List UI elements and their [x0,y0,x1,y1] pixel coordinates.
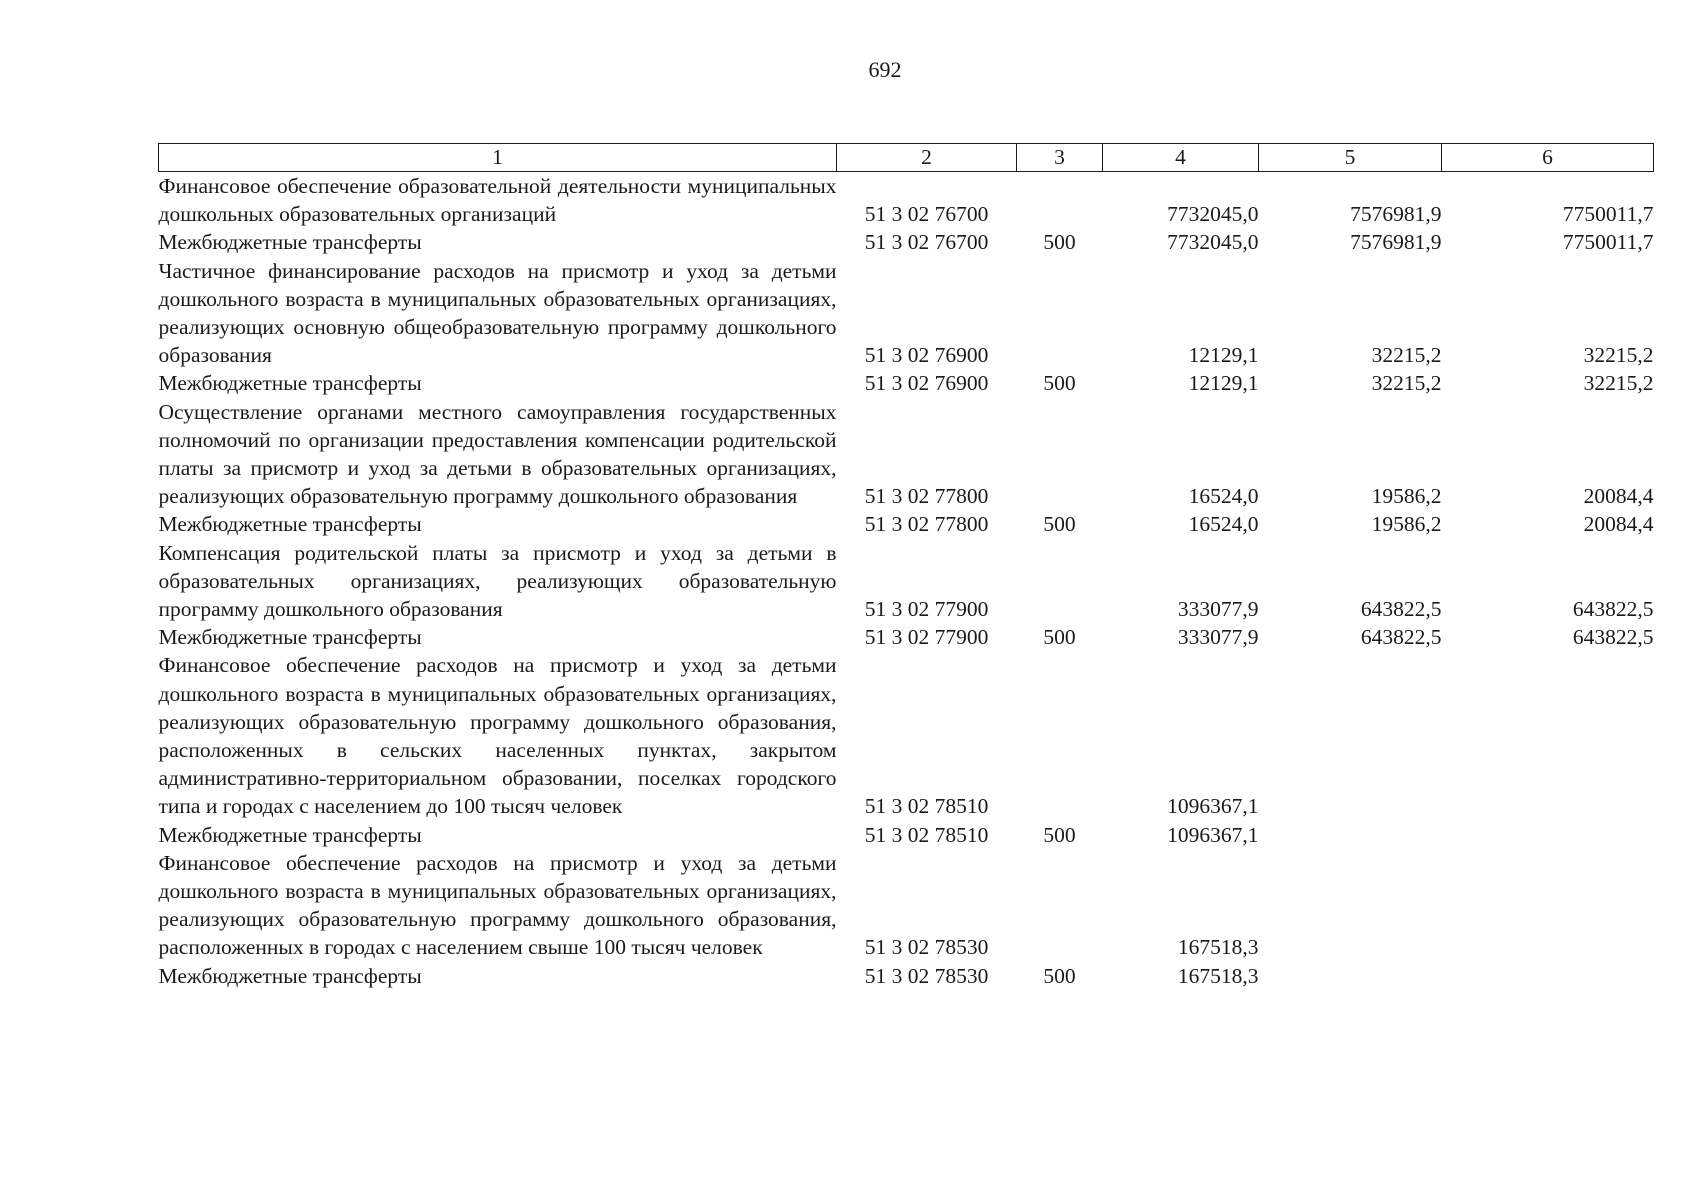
row-name: Частичное финансирование расходов на присмотр и уход за детьми дошкольного возраста в муниципальных образовательных организациях, реализующих основную общеобразовательную программу дошкольного образования [158,258,837,368]
row-code: 51 3 02 76700 [864,202,989,227]
row-value-col5: 19586,2 [1371,512,1442,537]
table-row [159,623,1654,651]
row-value-col4: 1096367,1 [1167,822,1259,847]
row-expense-type [1017,257,1103,370]
row-code: 51 3 02 77800 [864,512,989,537]
row-value-col6 [1442,821,1654,849]
table-header [159,144,1654,172]
header-col-4: 4 [1103,144,1259,172]
row-value-col4: 167518,3 [1177,935,1259,960]
row-name: Межбюджетные трансферты [158,512,422,537]
row-name: Межбюджетные трансферты [158,822,422,847]
row-code: 51 3 02 76900 [864,343,989,368]
row-value-col6: 32215,2 [1583,371,1654,396]
row-value-col4: 333077,9 [1177,625,1259,650]
row-value-col6 [1442,651,1654,820]
row-value-col6 [1442,962,1654,990]
table-row [159,849,1654,962]
header-col-2: 2 [837,144,1017,172]
row-value-col5: 32215,2 [1371,371,1442,396]
row-name: Межбюджетные трансферты [158,625,422,650]
row-code: 51 3 02 78530 [864,963,989,988]
row-name: Осуществление органами местного самоуправления государственных полномочий по организации предоставления компенсации родительской платы за присмотр и уход за детьми в образовательных организациях, реализующих образовательную программу дошкольного образования [158,399,837,509]
row-value-col4: 12129,1 [1188,371,1259,396]
table-row [159,172,1654,229]
row-name: Межбюджетные трансферты [158,230,422,255]
table-row [159,821,1654,849]
row-name: Финансовое обеспечение образовательной деятельности муниципальных дошкольных образовательных организаций [158,174,837,227]
row-value-col6: 20084,4 [1583,512,1654,537]
row-expense-type: 500 [1043,822,1076,847]
row-value-col6: 32215,2 [1583,343,1654,368]
row-value-col5: 643822,5 [1360,597,1442,622]
header-col-1: 1 [159,144,837,172]
table-row [159,510,1654,538]
row-code: 51 3 02 77800 [864,484,989,509]
row-value-col5: 643822,5 [1360,625,1442,650]
row-value-col4: 12129,1 [1188,343,1259,368]
row-value-col6 [1442,849,1654,962]
row-value-col5 [1259,849,1442,962]
row-value-col5: 32215,2 [1371,343,1442,368]
header-col-6: 6 [1442,144,1654,172]
table-row [159,228,1654,256]
row-value-col6: 643822,5 [1572,625,1654,650]
row-name: Финансовое обеспечение расходов на присмотр и уход за детьми дошкольного возраста в муниципальных образовательных организациях, реализующих образовательную программу дошкольного образования, расположенных в сельских населенных пунктах, закрытом административно-территориальном образовании, поселках городского типа и городах с населением до 100 тысяч человек [158,653,837,819]
table-row [159,651,1654,820]
row-code: 51 3 02 78510 [864,822,989,847]
table-row [159,962,1654,990]
row-expense-type: 500 [1043,625,1076,650]
row-name: Финансовое обеспечение расходов на присмотр и уход за детьми дошкольного возраста в муниципальных образовательных организациях, реализующих образовательную программу дошкольного образования, расположенных в городах с населением свыше 100 тысяч человек [158,850,837,960]
row-name: Межбюджетные трансферты [158,371,422,396]
row-name: Компенсация родительской платы за присмотр и уход за детьми в образовательных организациях, реализующих образовательную программу дошкольного образования [158,540,837,622]
row-value-col4: 16524,0 [1188,512,1259,537]
row-expense-type: 500 [1043,512,1076,537]
row-value-col5 [1259,821,1442,849]
row-code: 51 3 02 76700 [864,230,989,255]
row-value-col5: 7576981,9 [1350,230,1442,255]
row-code: 51 3 02 78530 [864,935,989,960]
row-value-col5 [1259,651,1442,820]
table-row [159,257,1654,370]
row-code: 51 3 02 78510 [864,794,989,819]
row-expense-type: 500 [1043,963,1076,988]
row-value-col6: 20084,4 [1583,484,1654,509]
row-value-col4: 1096367,1 [1167,794,1259,819]
row-value-col5 [1259,962,1442,990]
row-expense-type: 500 [1043,371,1076,396]
header-col-3: 3 [1017,144,1103,172]
row-value-col4: 16524,0 [1188,484,1259,509]
row-expense-type [1017,172,1103,229]
row-code: 51 3 02 76900 [864,371,989,396]
table-row [159,369,1654,397]
row-expense-type [1017,849,1103,962]
row-value-col6: 7750011,7 [1562,230,1654,255]
row-expense-type: 500 [1043,230,1076,255]
table-row [159,539,1654,624]
row-name: Межбюджетные трансферты [158,963,422,988]
table-row [159,398,1654,511]
row-value-col4: 7732045,0 [1167,230,1259,255]
row-value-col5: 7576981,9 [1350,202,1442,227]
page-number: 692 [868,57,902,82]
budget-table [158,143,1654,990]
row-value-col4: 167518,3 [1177,963,1259,988]
header-col-5: 5 [1259,144,1442,172]
row-expense-type [1017,398,1103,511]
row-expense-type [1017,651,1103,820]
row-code: 51 3 02 77900 [864,625,989,650]
row-value-col5: 19586,2 [1371,484,1442,509]
row-value-col6: 643822,5 [1572,597,1654,622]
header-row [159,144,1654,172]
row-value-col4: 333077,9 [1177,597,1259,622]
row-value-col4: 7732045,0 [1167,202,1259,227]
row-code: 51 3 02 77900 [864,597,989,622]
row-value-col6: 7750011,7 [1562,202,1654,227]
row-expense-type [1017,539,1103,624]
table-body [159,172,1654,990]
